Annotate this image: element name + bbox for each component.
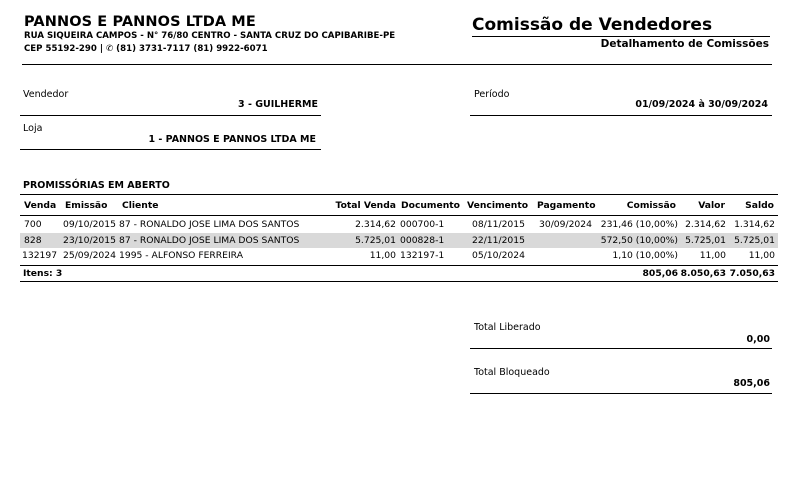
total-bloqueado-value: 805,06 [733,378,770,389]
table-row [20,248,778,263]
periodo-value: 01/09/2024 à 30/09/2024 [635,99,768,110]
cell-vencimento: 05/10/2024 [472,250,525,261]
col-emissao: Emissão [65,200,108,211]
company-address: RUA SIQUEIRA CAMPOS - N° 76/80 CENTRO - SANTA CRUZ DO CAPIBARIBE-PE [24,31,396,41]
cell-valor: 2.314,62 [685,219,726,230]
cell-total-venda: 2.314,62 [355,219,396,230]
loja-value: 1 - PANNOS E PANNOS LTDA ME [148,134,316,145]
cell-documento: 132197-1 [400,250,445,261]
periodo-underline [470,115,772,116]
table-top-rule [20,194,778,195]
cell-valor: 11,00 [699,250,726,261]
periodo-label: Período [474,89,510,100]
cell-cliente: 1995 - ALFONSO FERREIRA [119,250,243,261]
col-saldo: Saldo [745,200,774,211]
liberado-underline [470,348,772,349]
vendedor-value: 3 - GUILHERME [238,99,318,110]
cell-comissao: 1,10 (10,00%) [612,250,678,261]
col-vencimento: Vencimento [467,200,529,211]
cell-comissao: 572,50 (10,00%) [600,235,678,246]
items-count: Itens: 3 [23,268,63,279]
table-row [20,233,778,248]
col-valor: Valor [698,200,725,211]
cell-comissao: 231,46 (10,00%) [600,219,678,230]
cell-documento: 000700-1 [400,219,445,230]
cell-pagamento: 30/09/2024 [539,219,592,230]
header-divider [22,64,772,65]
cell-vencimento: 08/11/2015 [472,219,525,230]
section-title: PROMISSÓRIAS EM ABERTO [23,180,170,191]
col-total-venda: Total Venda [335,200,396,211]
vendedor-underline [20,115,321,116]
cell-saldo: 11,00 [748,250,775,261]
company-name: PANNOS E PANNOS LTDA ME [24,14,256,30]
total-liberado-label: Total Liberado [474,322,541,333]
footer-valor-total: 8.050,63 [680,268,726,279]
report-subtitle: Detalhamento de Comissões [600,38,769,50]
table-footer-rule-top [20,265,778,266]
report-title: Comissão de Vendedores [472,15,713,35]
cell-valor: 5.725,01 [685,235,726,246]
cell-saldo: 5.725,01 [734,235,775,246]
col-pagamento: Pagamento [537,200,596,211]
loja-underline [20,149,321,150]
col-comissao: Comissão [626,200,676,211]
cell-venda: 132197 [22,250,58,261]
table-row [20,217,778,232]
table-footer-rule-bottom [20,281,778,282]
cell-total-venda: 11,00 [369,250,396,261]
cell-emissao: 09/10/2015 [63,219,116,230]
cell-venda: 828 [24,235,42,246]
footer-comissao-total: 805,06 [642,268,678,279]
col-documento: Documento [401,200,460,211]
bloqueado-underline [470,393,772,394]
vendedor-label: Vendedor [23,89,69,100]
cell-documento: 000828-1 [400,235,445,246]
cell-cliente: 87 - RONALDO JOSE LIMA DOS SANTOS [119,235,300,246]
total-bloqueado-label: Total Bloqueado [474,367,550,378]
footer-saldo-total: 7.050,63 [729,268,775,279]
cell-saldo: 1.314,62 [734,219,775,230]
cell-venda: 700 [24,219,42,230]
cell-emissao: 25/09/2024 [63,250,116,261]
cell-emissao: 23/10/2015 [63,235,116,246]
title-divider [472,36,770,37]
cell-cliente: 87 - RONALDO JOSE LIMA DOS SANTOS [119,219,300,230]
loja-label: Loja [23,123,43,134]
table-header-rule [20,215,778,216]
col-cliente: Cliente [122,200,159,211]
total-liberado-value: 0,00 [746,334,770,345]
cell-vencimento: 22/11/2015 [472,235,525,246]
col-venda: Venda [24,200,57,211]
company-contact: CEP 55192-290 | ✆ (81) 3731-7117 (81) 9922-6071 [24,44,268,54]
cell-total-venda: 5.725,01 [355,235,396,246]
